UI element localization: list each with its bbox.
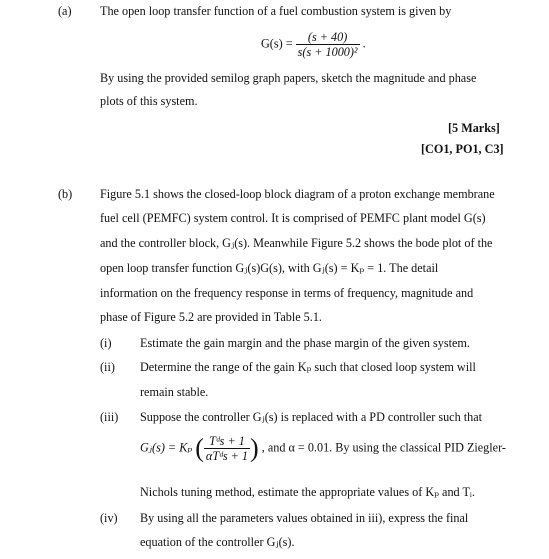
marks-label: [5 Marks] <box>448 121 500 135</box>
eq-fraction <box>296 30 360 59</box>
part-a-label: (a) <box>58 4 72 18</box>
item-iii-number: (iii) <box>100 410 119 424</box>
transfer-function-equation <box>261 30 366 59</box>
eq-end: . <box>362 36 366 51</box>
pd-numerator: Tᵈs + 1 <box>204 434 250 449</box>
pd-after: , and α = 0.01. By using the classical PID Ziegler- <box>261 440 506 455</box>
item-i-text: Estimate the gain margin and the phase margin of the given system. <box>140 336 470 350</box>
pd-fraction <box>204 434 250 463</box>
part-a-line2: By using the provided semilog graph papers, sketch the magnitude and phase <box>100 71 477 85</box>
pd-denominator: αTᵈs + 1 <box>205 449 249 463</box>
part-b-line-1: Figure 5.1 shows the closed-loop block diagram of a proton exchange membrane <box>100 187 495 201</box>
item-ii-number: (ii) <box>100 360 115 374</box>
eq-numerator: (s + 40) <box>296 30 360 45</box>
part-b-line-4: open loop transfer function Gⱼ(s)G(s), with Gⱼ(s) = Kₚ = 1. The detail <box>100 261 439 275</box>
item-iv-line1: By using all the parameters values obtained in iii), express the final <box>140 511 469 525</box>
part-b-line-3: and the controller block, Gⱼ(s). Meanwhile Figure 5.2 shows the bode plot of the <box>100 236 493 250</box>
eq-lhs: G(s) = <box>261 36 293 51</box>
part-a-intro: The open loop transfer function of a fuel combustion system is given by <box>100 4 452 18</box>
item-ii-text: Determine the range of the gain Kₚ such that closed loop system will <box>140 360 476 374</box>
course-outcome-label: [CO1, PO1, C3] <box>421 142 504 156</box>
part-b-line-6: phase of Figure 5.2 are provided in Table 5.1. <box>100 310 322 324</box>
pd-paren-open: ( <box>195 433 204 463</box>
item-iv-line2: equation of the controller Gⱼ(s). <box>140 535 295 549</box>
item-iii-continuation: Nichols tuning method, estimate the appropriate values of Kₚ and Tᵢ. <box>140 485 475 499</box>
part-b-label: (b) <box>58 187 73 201</box>
item-i-number: (i) <box>100 336 112 350</box>
item-ii-continuation: remain stable. <box>140 385 209 399</box>
part-b-line-2: fuel cell (PEMFC) system control. It is comprised of PEMFC plant model G(s) <box>100 211 486 225</box>
item-iii-text: Suppose the controller Gⱼ(s) is replaced with a PD controller such that <box>140 410 483 424</box>
pd-lhs: Gⱼ(s) = Kₚ <box>140 440 193 455</box>
pd-paren-close: ) <box>250 433 259 463</box>
item-iv-number: (iv) <box>100 511 118 525</box>
eq-denominator: s(s + 1000)² <box>297 45 358 59</box>
part-a-line3: plots of this system. <box>100 94 198 108</box>
part-b-line-5: information on the frequency response in terms of frequency, magnitude and <box>100 286 474 300</box>
pd-controller-equation <box>140 434 506 463</box>
